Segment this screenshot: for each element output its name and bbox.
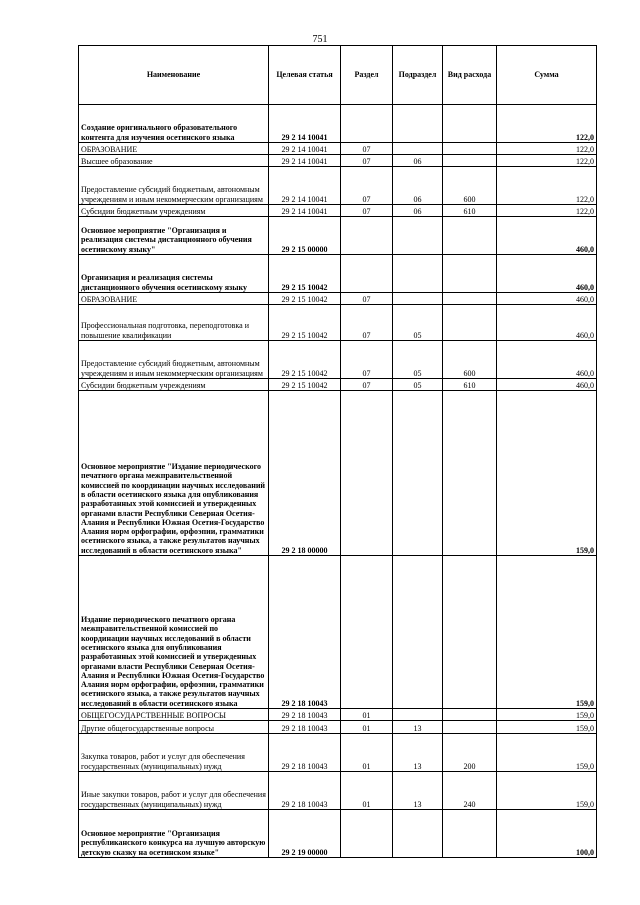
cell-target: 29 2 14 10041 [269, 205, 341, 217]
cell-name: Высшее образование [79, 155, 269, 167]
cell-target: 29 2 19 00000 [269, 810, 341, 858]
header-name: Наименование [79, 46, 269, 105]
cell-target: 29 2 14 10041 [269, 155, 341, 167]
cell-section [341, 556, 393, 709]
table-row [79, 772, 597, 810]
cell-target: 29 2 18 10043 [269, 721, 341, 734]
table-row [79, 709, 597, 721]
cell-name: Предоставление субсидий бюджетным, автономным учреждениям и иным некоммерческим организациям [79, 167, 269, 205]
cell-section [341, 810, 393, 858]
cell-section: 01 [341, 772, 393, 810]
cell-amount: 159,0 [497, 772, 597, 810]
table-row [79, 734, 597, 772]
cell-amount: 460,0 [497, 255, 597, 293]
cell-section: 07 [341, 379, 393, 391]
cell-subsection [393, 810, 443, 858]
cell-subsection [393, 556, 443, 709]
cell-name: Основное мероприятие "Издание периодического печатного органа межправительственной комиссией по координации научных исследований в области осетинского языка для опубликования разработанных этой комиссией и утвержденных органами власти Республики Северная Осетия-Алания и Республики Южная Осетия-Государство Алания норм орфографии, орфоэпии, грамматики осетинского языка, а также результатов научных исследований в области осетинского языка" [79, 391, 269, 556]
cell-target: 29 2 15 10042 [269, 293, 341, 305]
table-row [79, 205, 597, 217]
table-row [79, 293, 597, 305]
cell-section: 07 [341, 155, 393, 167]
cell-amount: 122,0 [497, 143, 597, 155]
cell-name: Основное мероприятие "Организация и реализация системы дистанционного обучения осетинскому языку" [79, 217, 269, 255]
page-number: 751 [312, 34, 328, 45]
cell-section: 07 [341, 143, 393, 155]
cell-name: Создание оригинального образовательного контента для изучения осетинского языка [79, 105, 269, 143]
cell-target: 29 2 14 10041 [269, 105, 341, 143]
cell-subsection [393, 255, 443, 293]
table-row [79, 391, 597, 556]
cell-subsection: 05 [393, 379, 443, 391]
cell-name: Субсидии бюджетным учреждениям [79, 205, 269, 217]
cell-amount: 122,0 [497, 205, 597, 217]
cell-amount: 159,0 [497, 709, 597, 721]
cell-target: 29 2 18 10043 [269, 772, 341, 810]
table-row [79, 341, 597, 379]
cell-amount: 159,0 [497, 556, 597, 709]
budget-table [78, 45, 597, 858]
cell-section: 01 [341, 734, 393, 772]
cell-expense-type [443, 810, 497, 858]
cell-amount: 159,0 [497, 391, 597, 556]
cell-amount: 122,0 [497, 105, 597, 143]
header-amount: Сумма [497, 46, 597, 105]
table-row [79, 217, 597, 255]
cell-expense-type [443, 391, 497, 556]
cell-target: 29 2 18 10043 [269, 556, 341, 709]
table-row [79, 305, 597, 341]
cell-name: Другие общегосударственные вопросы [79, 721, 269, 734]
cell-section: 07 [341, 167, 393, 205]
cell-section: 07 [341, 293, 393, 305]
cell-section [341, 255, 393, 293]
cell-section [341, 105, 393, 143]
cell-subsection [393, 217, 443, 255]
cell-expense-type [443, 709, 497, 721]
cell-subsection [393, 105, 443, 143]
cell-target: 29 2 18 10043 [269, 734, 341, 772]
cell-expense-type [443, 293, 497, 305]
cell-name: Профессиональная подготовка, переподготовка и повышение квалификации [79, 305, 269, 341]
cell-expense-type: 240 [443, 772, 497, 810]
cell-section: 07 [341, 205, 393, 217]
cell-expense-type [443, 143, 497, 155]
cell-target: 29 2 18 00000 [269, 391, 341, 556]
cell-subsection [393, 709, 443, 721]
cell-amount: 159,0 [497, 734, 597, 772]
cell-name: Закупка товаров, работ и услуг для обеспечения государственных (муниципальных) нужд [79, 734, 269, 772]
table-row [79, 721, 597, 734]
header-subsection: Подраздел [393, 46, 443, 105]
table-row [79, 167, 597, 205]
cell-amount: 122,0 [497, 167, 597, 205]
cell-name: Издание периодического печатного органа межправительственной комиссией по координации научных исследований в области осетинского языка для опубликования разработанных этой комиссией и утвержденных органами власти Республики Северная Осетия-Алания и Республики Южная Осетия-Государство Алания норм орфографии, орфоэпии, грамматики осетинского языка, а также результатов научных исследований в области осетинского языка [79, 556, 269, 709]
cell-expense-type: 610 [443, 205, 497, 217]
cell-expense-type [443, 721, 497, 734]
table-header-row [79, 46, 597, 105]
cell-amount: 100,0 [497, 810, 597, 858]
cell-subsection [393, 391, 443, 556]
cell-name: ОБЩЕГОСУДАРСТВЕННЫЕ ВОПРОСЫ [79, 709, 269, 721]
cell-name: Организация и реализация системы дистанционного обучения осетинскому языку [79, 255, 269, 293]
header-expense-type: Вид расхода [443, 46, 497, 105]
cell-target: 29 2 18 10043 [269, 709, 341, 721]
cell-target: 29 2 15 10042 [269, 341, 341, 379]
cell-target: 29 2 15 10042 [269, 305, 341, 341]
cell-subsection: 05 [393, 341, 443, 379]
cell-expense-type: 600 [443, 167, 497, 205]
cell-section: 07 [341, 341, 393, 379]
cell-target: 29 2 15 00000 [269, 217, 341, 255]
cell-subsection: 06 [393, 167, 443, 205]
header-target: Целевая статья [269, 46, 341, 105]
cell-section: 01 [341, 721, 393, 734]
cell-subsection: 13 [393, 734, 443, 772]
cell-expense-type [443, 105, 497, 143]
table-row [79, 810, 597, 858]
cell-target: 29 2 14 10041 [269, 143, 341, 155]
cell-section [341, 217, 393, 255]
cell-expense-type [443, 305, 497, 341]
cell-expense-type [443, 155, 497, 167]
cell-section [341, 391, 393, 556]
cell-amount: 460,0 [497, 379, 597, 391]
cell-subsection: 06 [393, 205, 443, 217]
cell-target: 29 2 15 10042 [269, 255, 341, 293]
header-section: Раздел [341, 46, 393, 105]
cell-expense-type: 200 [443, 734, 497, 772]
cell-subsection: 13 [393, 721, 443, 734]
cell-subsection: 05 [393, 305, 443, 341]
cell-target: 29 2 14 10041 [269, 167, 341, 205]
cell-expense-type: 600 [443, 341, 497, 379]
cell-expense-type: 610 [443, 379, 497, 391]
cell-section: 07 [341, 305, 393, 341]
cell-subsection: 13 [393, 772, 443, 810]
cell-section: 01 [341, 709, 393, 721]
cell-amount: 122,0 [497, 155, 597, 167]
cell-name: ОБРАЗОВАНИЕ [79, 293, 269, 305]
cell-target: 29 2 15 10042 [269, 379, 341, 391]
cell-subsection [393, 293, 443, 305]
table-row [79, 155, 597, 167]
cell-expense-type [443, 556, 497, 709]
cell-name: Субсидии бюджетным учреждениям [79, 379, 269, 391]
cell-amount: 460,0 [497, 341, 597, 379]
cell-subsection: 06 [393, 155, 443, 167]
cell-subsection [393, 143, 443, 155]
cell-name: Иные закупки товаров, работ и услуг для обеспечения государственных (муниципальных) нужд [79, 772, 269, 810]
cell-name: Основное мероприятие "Организация республиканского конкурса на лучшую авторскую детскую сказку на осетинском языке" [79, 810, 269, 858]
cell-amount: 460,0 [497, 217, 597, 255]
table-row [79, 379, 597, 391]
cell-amount: 460,0 [497, 293, 597, 305]
table-row [79, 556, 597, 709]
cell-expense-type [443, 217, 497, 255]
table-row [79, 255, 597, 293]
table-row [79, 143, 597, 155]
cell-amount: 159,0 [497, 721, 597, 734]
cell-expense-type [443, 255, 497, 293]
cell-name: ОБРАЗОВАНИЕ [79, 143, 269, 155]
cell-amount: 460,0 [497, 305, 597, 341]
cell-name: Предоставление субсидий бюджетным, автономным учреждениям и иным некоммерческим организациям [79, 341, 269, 379]
table-row [79, 105, 597, 143]
